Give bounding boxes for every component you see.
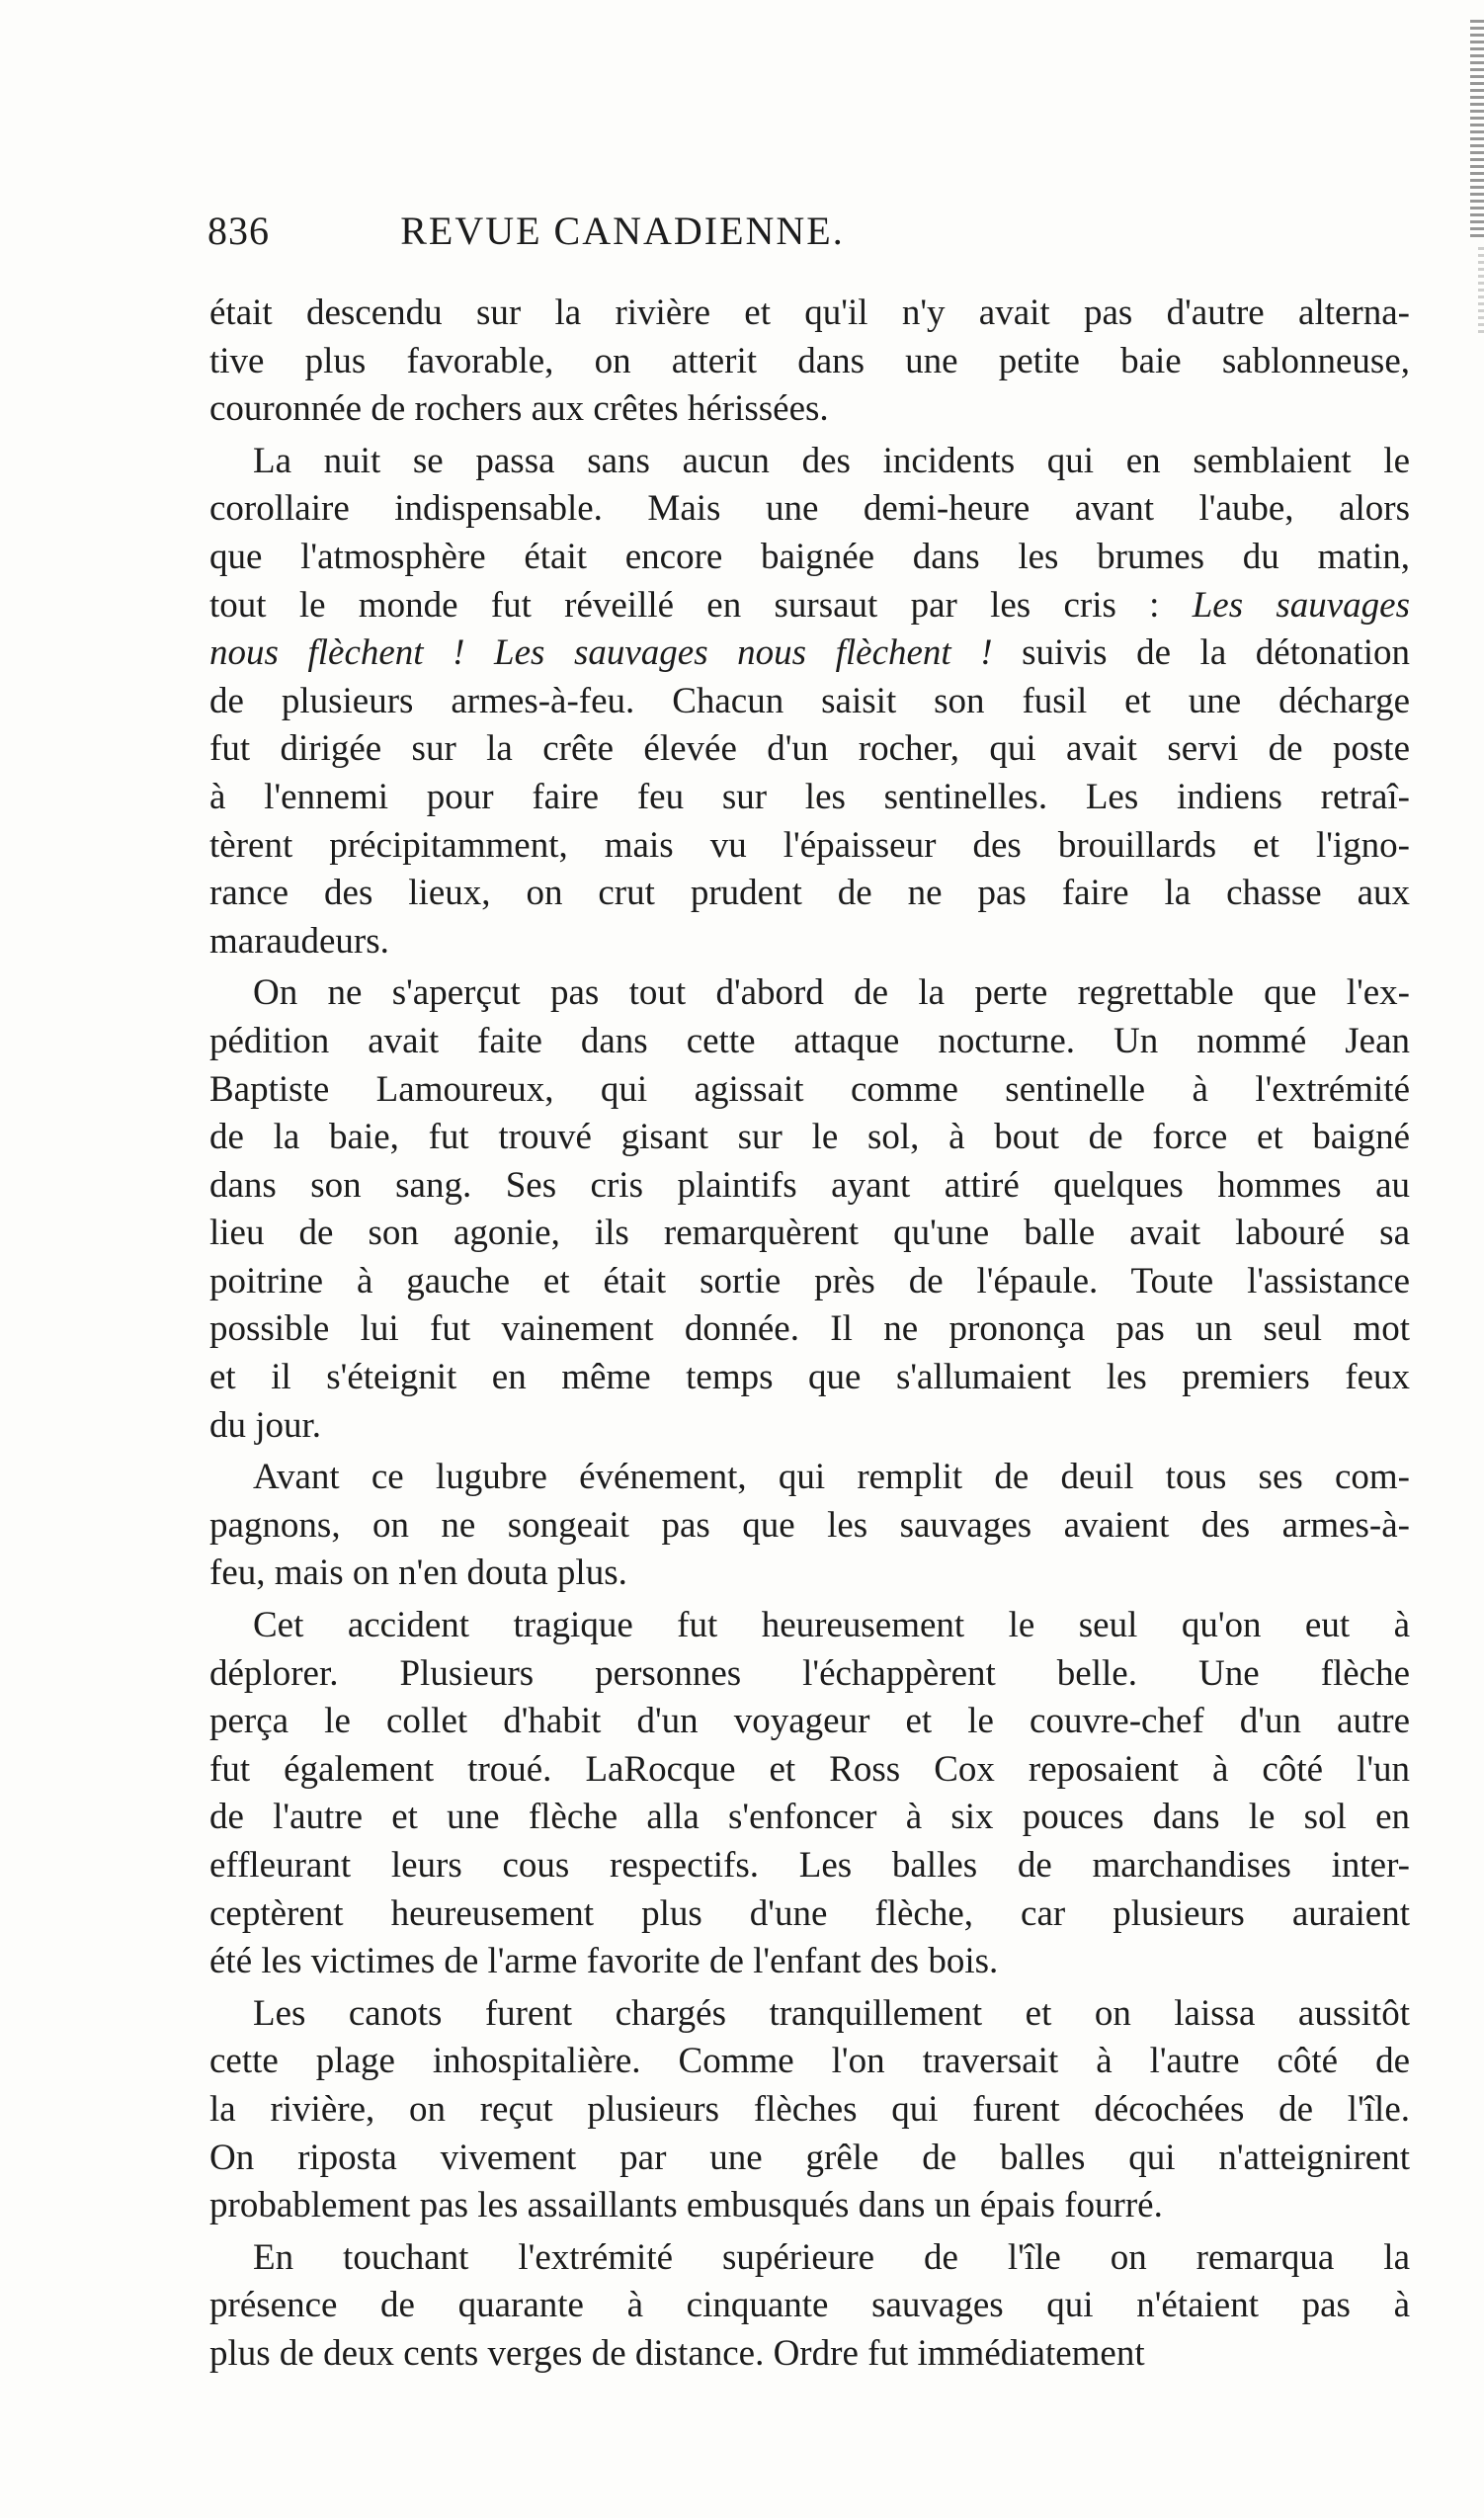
text-line: Les canots furent chargés tranquillement et on laissa aussitôt (253, 1992, 1410, 2034)
text-line: Avant ce lugubre événement, qui remplit de deuil tous ses com- (253, 1457, 1410, 1498)
text-line: tèrent précipitamment, mais vu l'épaisseur des brouillards et l'igno- (209, 824, 1410, 866)
text-line: déplorer. Plusieurs personnes l'échappèrent belle. Une flèche (209, 1652, 1410, 1694)
text-line: probablement pas les assaillants embusqués dans un épais fourré. (209, 2185, 1163, 2226)
text-line: En touchant l'extrémité supérieure de l'île on remarqua la (253, 2236, 1410, 2278)
text-line: que l'atmosphère était encore baignée dans les brumes du matin, (209, 536, 1410, 577)
paragraph (209, 969, 1410, 1450)
text-line: perça le collet d'habit d'un voyageur et le couvre-chef d'un autre (209, 1701, 1410, 1742)
text-line: possible lui fut vainement donnée. Il ne prononça pas un seul mot (209, 1308, 1410, 1350)
paragraph (209, 438, 1410, 966)
text-line: rance des lieux, on crut prudent de ne pas faire la chasse aux (209, 873, 1410, 914)
text-line: couronnée de rochers aux crêtes hérissées. (209, 388, 829, 430)
text-line: dans son sang. Ses cris plaintifs ayant attiré quelques hommes au (209, 1164, 1410, 1206)
text-line: tive plus favorable, on atterit dans une petite baie sablonneuse, (209, 340, 1410, 381)
text-line: de plusieurs armes-à-feu. Chacun saisit son fusil et une décharge (209, 680, 1410, 721)
scan-edge-mark (1470, 20, 1484, 237)
text-line: fut dirigée sur la crête élevée d'un rocher, qui avait servi de poste (209, 728, 1410, 770)
page-number: 836 (207, 209, 270, 253)
text-line: été les victimes de l'arme favorite de l'enfant des bois. (209, 1941, 999, 1982)
body-text (209, 290, 1410, 2383)
text-line: On ne s'aperçut pas tout d'abord de la perte regrettable que l'ex- (253, 972, 1410, 1014)
paragraph (209, 1454, 1410, 1598)
text-line: Cet accident tragique fut heureusement le seul qu'on eut à (253, 1605, 1410, 1646)
text-line: poitrine à gauche et était sortie près de l'épaule. Toute l'assistance (209, 1260, 1410, 1301)
text-line: et il s'éteignit en même temps que s'allumaient les premiers feux (209, 1357, 1410, 1398)
paragraph (209, 290, 1410, 434)
text-line: du jour. (209, 1404, 322, 1446)
text-line: de la baie, fut trouvé gisant sur le sol, à bout de force et baigné (209, 1117, 1410, 1158)
text-line: fut également troué. LaRocque et Ross Cox reposaient à côté l'un (209, 1748, 1410, 1790)
text-line: pagnons, on ne songeait pas que les sauvages avaient des armes-à- (209, 1504, 1410, 1546)
running-title: REVUE CANADIENNE. (400, 209, 845, 253)
text-line: de l'autre et une flèche alla s'enfoncer à six pouces dans le sol en (209, 1797, 1410, 1838)
text-line: nous flèchent ! Les sauvages nous flèchent ! suivis de la détonation (209, 632, 1410, 674)
text-line: corollaire indispensable. Mais une demi-heure avant l'aube, alors (209, 488, 1410, 530)
text-line: pédition avait faite dans cette attaque nocturne. Un nommé Jean (209, 1020, 1410, 1061)
paragraph (209, 1990, 1410, 2230)
text-line: à l'ennemi pour faire feu sur les sentinelles. Les indiens retraî- (209, 776, 1410, 817)
text-line: maraudeurs. (209, 920, 389, 962)
text-line: feu, mais on n'en douta plus. (209, 1553, 627, 1594)
text-line: ceptèrent heureusement plus d'une flèche, car plusieurs auraient (209, 1892, 1410, 1934)
paragraph (209, 2234, 1410, 2379)
text-line: tout le monde fut réveillé en sursaut par les cris : Les sauvages (209, 584, 1410, 626)
paragraph (209, 1602, 1410, 1986)
text-line: cette plage inhospitalière. Comme l'on traversait à l'autre côté de (209, 2041, 1410, 2082)
text-line: présence de quarante à cinquante sauvages qui n'étaient pas à (209, 2285, 1410, 2326)
text-line: La nuit se passa sans aucun des incidents qui en semblaient le (253, 440, 1410, 481)
text-line: lieu de son agonie, ils remarquèrent qu'une balle avait labouré sa (209, 1213, 1410, 1254)
text-line: effleurant leurs cous respectifs. Les balles de marchandises inter- (209, 1845, 1410, 1886)
text-line: la rivière, on reçut plusieurs flèches qui furent décochées de l'île. (209, 2088, 1410, 2130)
text-line: On riposta vivement par une grêle de balles qui n'atteignirent (209, 2137, 1410, 2178)
text-line: était descendu sur la rivière et qu'il n'y avait pas d'autre alterna- (209, 293, 1410, 333)
text-line: plus de deux cents verges de distance. Ordre fut immédiatement (209, 2332, 1145, 2374)
text-line: Baptiste Lamoureux, qui agissait comme sentinelle à l'extrémité (209, 1068, 1410, 1110)
scan-edge-mark (1478, 247, 1484, 336)
page-header (207, 208, 1037, 267)
